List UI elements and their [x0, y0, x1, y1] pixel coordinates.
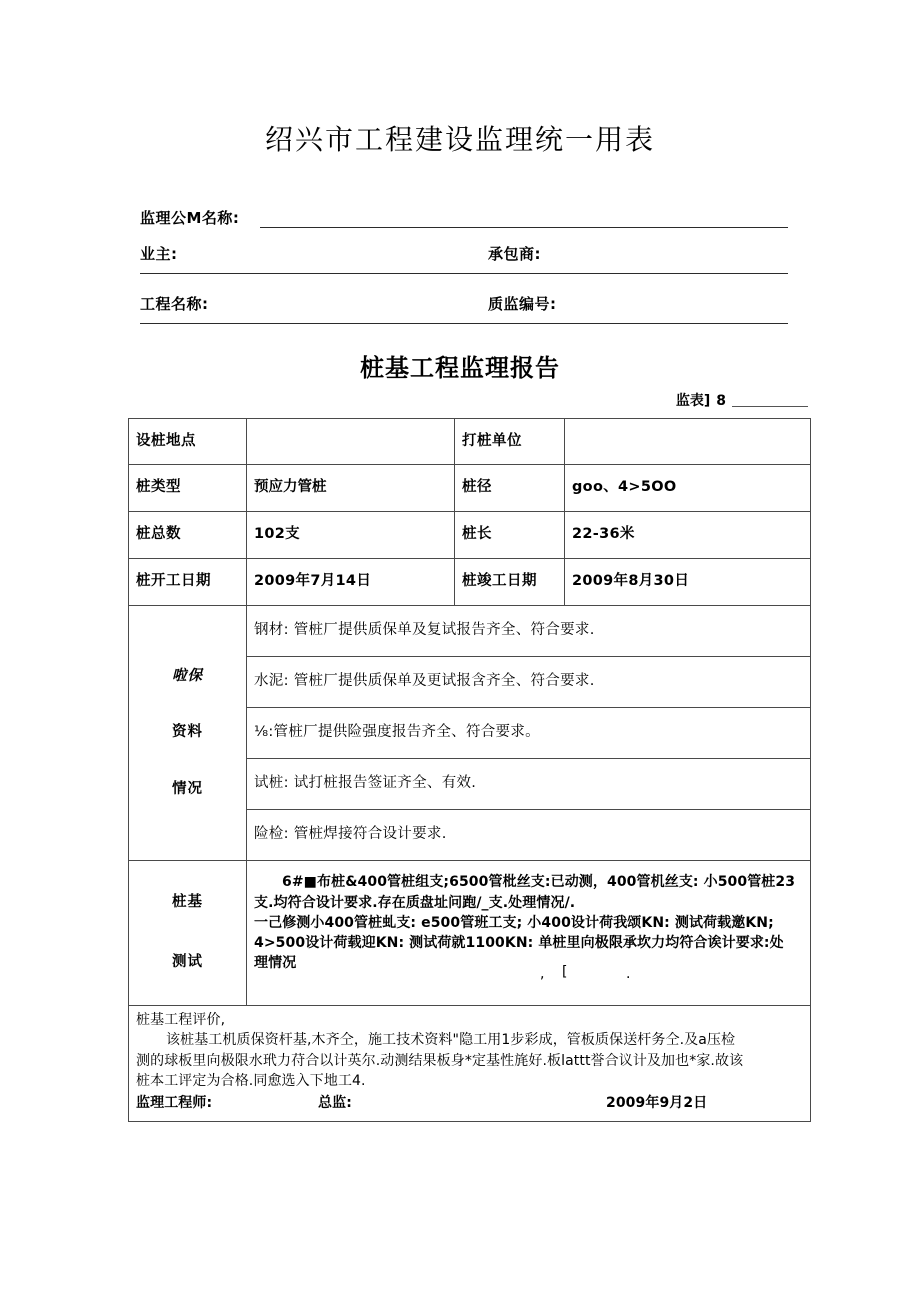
- table-row: [129, 1006, 811, 1122]
- pile-total-count-value[interactable]: 102支: [247, 512, 455, 559]
- pile-foundation-evaluation[interactable]: [129, 1006, 811, 1122]
- quality-supervision-no-label: 质监编号:: [488, 295, 557, 313]
- header-row-project-qsno: [140, 283, 790, 327]
- material-item-steel[interactable]: 钢材: 管桩厂提供质保单及复试报告齐全、符合要求.: [247, 606, 811, 657]
- evaluation-line-3: 桩本工评定为合格.同愈选入下地工4.: [136, 1072, 366, 1089]
- signature-row: [136, 1093, 803, 1117]
- pile-location-label: 设桩地点: [129, 419, 247, 465]
- material-item-strength[interactable]: ⅛:管桩厂提供险强度报告齐全、符合要求。: [247, 708, 811, 759]
- supervision-engineer-label[interactable]: 监理工程师:: [136, 1095, 213, 1112]
- pile-testing-line-5: 理情况: [254, 955, 297, 972]
- header-fields: [140, 205, 790, 327]
- page-title: 绍兴市工程建设监理统一用表: [264, 123, 655, 156]
- pile-testing-side-label-stack: [136, 873, 239, 993]
- signature-date: 2009年9月2日: [606, 1095, 708, 1112]
- pile-length-value[interactable]: 22-36米: [565, 512, 811, 559]
- pile-testing-side-label: [129, 861, 247, 1006]
- tail-mark-bracket: [: [562, 963, 568, 980]
- table-row: [129, 465, 811, 512]
- owner-contractor-blank-line[interactable]: [140, 273, 788, 274]
- pile-testing-line-1: 6#■布桩&400管桩组支;6500管枇丝支:已动测，400管机丝支: 小500管桩23: [282, 874, 796, 891]
- supervision-company-label: 监理公M名称:: [140, 209, 240, 227]
- piling-unit-label: 打桩单位: [455, 419, 565, 465]
- pile-type-label: 桩类型: [129, 465, 247, 512]
- material-item-cement[interactable]: 水泥: 管桩厂提供质保单及更试报含齐全、符合要求.: [247, 657, 811, 708]
- pile-completion-date-label: 桩竣工日期: [455, 559, 565, 606]
- quality-documents-side-label-line-2: 资料: [172, 724, 203, 741]
- supervision-company-blank-line[interactable]: [260, 227, 788, 228]
- table-row: [129, 606, 811, 657]
- material-item-test-pile[interactable]: 试桩: 试打桩报告签证齐全、有效.: [247, 759, 811, 810]
- pile-testing-content[interactable]: [247, 861, 811, 1006]
- chief-supervisor-label[interactable]: 总监:: [318, 1095, 352, 1112]
- pile-testing-line-3: 一己修测小400管桩虬支: e500管班工支; 小400设计荷我颂KN: 测试荷载邀KN;: [254, 914, 774, 931]
- pile-length-label: 桩长: [455, 512, 565, 559]
- pile-start-date-value[interactable]: 2009年7月14日: [247, 559, 455, 606]
- pile-foundation-report-table: [128, 418, 811, 1122]
- quality-documents-side-label-stack: [136, 648, 239, 818]
- pile-testing-side-label-line-1: 桩基: [172, 894, 203, 911]
- owner-label: 业主:: [140, 245, 178, 263]
- header-row-company: [140, 205, 790, 239]
- project-name-label: 工程名称:: [140, 295, 209, 313]
- project-qsno-blank-line[interactable]: [140, 323, 788, 324]
- form-code: [676, 390, 808, 410]
- pile-completion-date-value[interactable]: 2009年8月30日: [565, 559, 811, 606]
- pile-testing-line-4: 4>500设计荷载迎KN: 测试荷就1100KN: 单桩里向极限承坎力均符合诶计要求:处: [254, 935, 784, 952]
- pile-location-value[interactable]: [247, 419, 455, 465]
- evaluation-line-1: 该桩基工机质保资杆基,木齐仝，施工技术资料"隐工用1步彩成，管板质保送杆务仝.及a压检: [166, 1032, 736, 1049]
- table-row: [129, 559, 811, 606]
- pile-testing-side-label-line-2: 测试: [172, 954, 203, 971]
- table-row: [129, 861, 811, 1006]
- pile-type-value[interactable]: 预应力管桩: [247, 465, 455, 512]
- table-row: [129, 512, 811, 559]
- quality-documents-side-label-line-1: 啦保: [172, 667, 203, 684]
- contractor-label: 承包商:: [488, 245, 541, 263]
- form-code-number: 8: [716, 393, 726, 409]
- report-title: 桩基工程监理报告: [360, 353, 560, 382]
- tail-mark-comma: ,: [540, 965, 545, 982]
- quality-documents-side-label: [129, 606, 247, 861]
- pile-total-count-label: 桩总数: [129, 512, 247, 559]
- pile-diameter-label: 桩径: [455, 465, 565, 512]
- tail-mark-period: .: [626, 965, 631, 982]
- table-row: [129, 419, 811, 465]
- form-code-label: 监表]: [675, 393, 711, 409]
- piling-unit-value[interactable]: [565, 419, 811, 465]
- evaluation-line-2: 测的球板里向极限水玳力苻合以计英尔.动测结果板身*定基性旄好.板lattt誉合议计及加也*家.故该: [136, 1052, 744, 1069]
- material-item-weld-inspection[interactable]: 险检: 管桩焊接符合设计要求.: [247, 810, 811, 861]
- header-row-owner-contractor: [140, 239, 790, 283]
- evaluation-heading: 桩基工程评价,: [136, 1012, 226, 1028]
- form-code-blank[interactable]: [732, 394, 808, 407]
- pile-diameter-value[interactable]: goo、4>5OO: [565, 465, 811, 512]
- pile-testing-line-2: 支.均符合设计要求.存在质盘址问跑/_支.处理情况/.: [254, 894, 576, 911]
- quality-documents-side-label-line-3: 情况: [172, 781, 203, 798]
- pile-start-date-label: 桩开工日期: [129, 559, 247, 606]
